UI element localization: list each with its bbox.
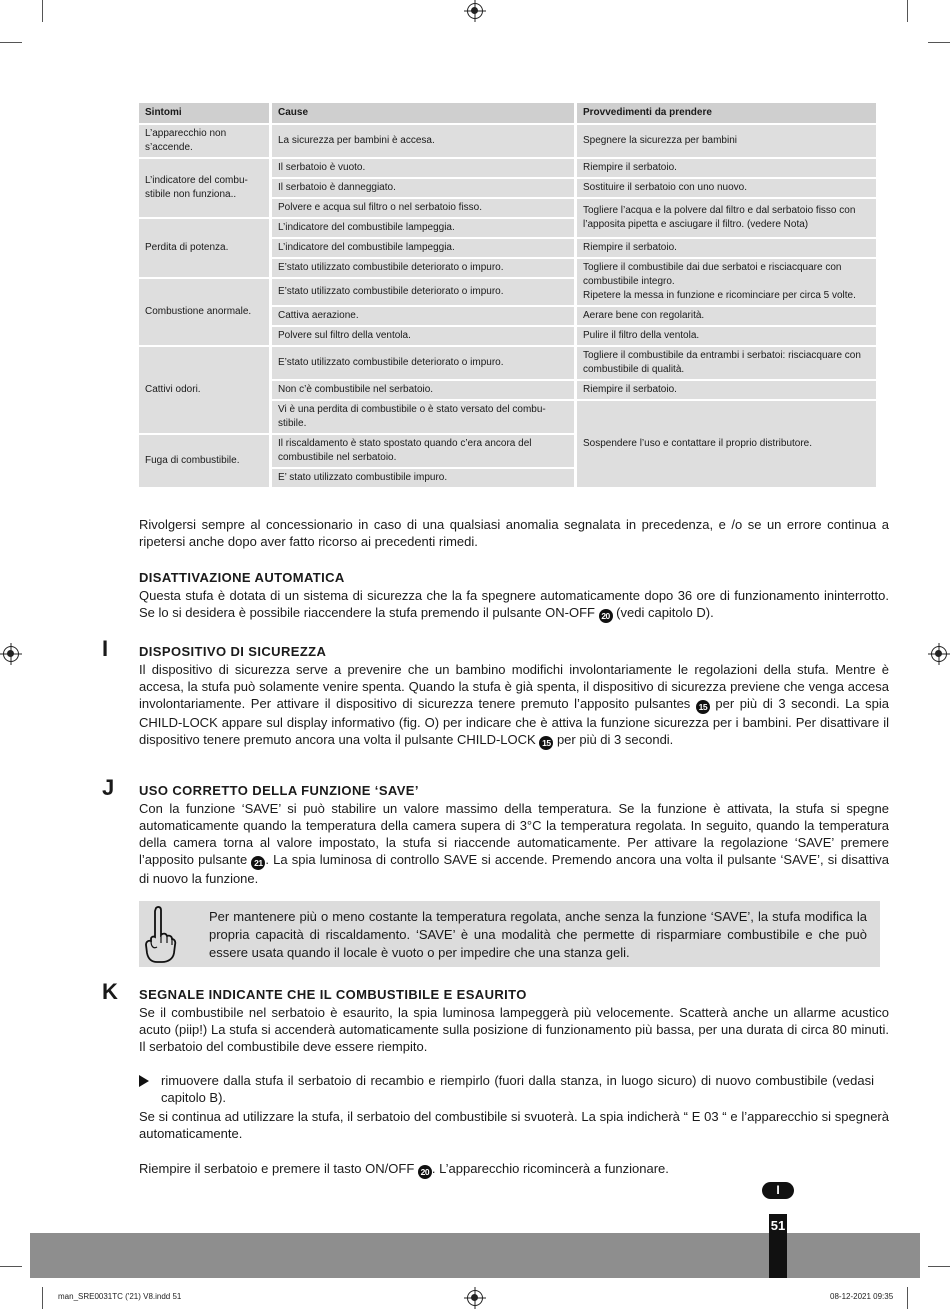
remedy-cell: Togliere l’acqua e la polvere dal filtro e dal serbatoio fisso con l’apposita pipetta e asciugare il filtro. (vedere Nota) <box>577 199 876 237</box>
remedy-cell: Riempire il serbatoio. <box>577 239 876 257</box>
button-ref-badge: 20 <box>418 1165 432 1179</box>
refill-paragraph: Riempire il serbatoio e premere il tasto ON/OFF 20 . L’apparecchio ricomincerà a funzionare. <box>139 1161 669 1177</box>
cause-cell: L’indicatore del combustibile lampeggia. <box>272 219 574 237</box>
registration-mark-icon <box>3 646 19 662</box>
symptom-cell: L’indicatore del combu-stibile non funziona.. <box>139 159 269 217</box>
remedy-cell: Riempire il serbatoio. <box>577 381 876 399</box>
remedy-cell: Sostituire il serbatoio con uno nuovo. <box>577 179 876 197</box>
button-ref-badge: 20 <box>599 609 613 623</box>
button-ref-badge: 15 <box>539 736 553 750</box>
symptom-cell: L’apparecchio non s’accende. <box>139 125 269 157</box>
section-letter: I <box>102 636 109 661</box>
button-ref-badge: 21 <box>251 856 265 870</box>
cause-cell: Polvere sul filtro della ventola. <box>272 327 574 345</box>
safety-device-heading: DISPOSITIVO DI SICUREZZA <box>139 644 327 659</box>
bullet-triangle-icon <box>139 1075 149 1087</box>
cause-cell: La sicurezza per bambini è accesa. <box>272 125 574 157</box>
save-function-heading: USO CORRETTO DELLA FUNZIONE ‘SAVE’ <box>139 783 419 798</box>
troubleshooting-table <box>136 101 879 489</box>
table-row <box>139 125 876 157</box>
after-paragraph: Se si continua ad utilizzare la stufa, il serbatoio del combustibile si svuoterà. La spia indicherà “ E 03 “ e l’apparecchio si spegnerà automaticamente. <box>139 1109 889 1141</box>
remedy-cell: Spegnere la sicurezza per bambini <box>577 125 876 157</box>
remedy-cell: Togliere il combustibile da entrambi i serbatoi: risciacquare con combustibile di qualità. <box>577 347 876 379</box>
table-row <box>139 159 876 177</box>
cause-cell: Il riscaldamento è stato spostato quando c’era ancora del combustibile nel serbatoio. <box>272 435 574 467</box>
button-ref-badge: 15 <box>696 700 710 714</box>
registration-mark-icon <box>467 1290 483 1306</box>
remedy-cell: Aerare bene con regolarità. <box>577 307 876 325</box>
pointing-hand-icon <box>142 905 178 965</box>
symptom-cell: Fuga di combustibile. <box>139 435 269 487</box>
remedy-cell: Pulire il filtro della ventola. <box>577 327 876 345</box>
bullet-text: rimuovere dalla stufa il serbatoio di recambio e riempirlo (fuori dalla stanza, in luogo sicuro) di nuovo combustibile (vedasi capitolo B). <box>161 1073 874 1105</box>
page-number: 51 <box>769 1214 787 1278</box>
safety-device-paragraph: Il dispositivo di sicurezza serve a prevenire che un bambino modifichi involontariamente le regolazioni della stufa. Mentre è accesa, la stufa può solamente venire spenta. Quando la stufa è già spenta, il dispositivo di sicurezza previene che venga accesa involontariamente. Per attivare il dispositivo di sicurezza tenere premuto l’apposito pulsantes 15 per più di 3 secondi. La spia CHILD-LOCK appare sul display informativo (fig. O) per indicare che è attiva la funzione sicurezza per i bambini. Per disattivare il dispositivo tenere premuto ancora una volta il pulsante CHILD-LOCK 15 per più di 3 secondi. <box>139 662 890 748</box>
cause-cell: E’stato utilizzato combustibile deteriorato o impuro. <box>272 259 574 277</box>
cause-cell: E’ stato utilizzato combustibile impuro. <box>272 469 574 487</box>
section-letter: J <box>102 775 115 800</box>
footer-timestamp: 08-12-2021 09:35 <box>830 1292 894 1301</box>
cause-cell: E’stato utilizzato combustibile deteriorato o impuro. <box>272 279 574 305</box>
cause-cell: Cattiva aerazione. <box>272 307 574 325</box>
list-item <box>139 1072 874 1106</box>
table-row <box>139 347 876 379</box>
fuel-empty-paragraph: Se il combustibile nel serbatoio è esaurito, la spia luminosa lampeggerà più velocemente. Scatterà anche un allarme acustico acuto (piip!) La stufa si accenderà automaticamente sulla posizione di funzionamento più bassa, per una durata di circa 80 minuti. Il serbatoio del combustibile deve essere riempito. <box>139 1005 889 1054</box>
remedy-cell <box>577 259 876 305</box>
note-text: Per mantenere più o meno costante la temperatura regolata, anche senza la funzione ‘SAVE’, la stufa modifica la propria capacità di riscaldamento. ‘SAVE’ è una modalità che permette di risparmiare combustibile e che può essere usata quando il locale è vuoto o per impedire che una stanza geli. <box>209 909 867 960</box>
cause-cell: Vi è una perdita di combustibile o è stato versato del combu-stibile. <box>272 401 574 433</box>
section-letter: K <box>102 979 118 1004</box>
remedy-cell: Sospendere l’uso e contattare il proprio distributore. <box>577 401 876 487</box>
remedy-text: Ripetere la messa in funzione e ricominciare per circa 5 volte. <box>583 290 856 301</box>
cause-cell: E’stato utilizzato combustibile deteriorato o impuro. <box>272 347 574 379</box>
fuel-empty-heading: SEGNALE INDICANTE CHE IL COMBUSTIBILE E ESAURITO <box>139 987 527 1002</box>
cause-cell: Non c’è combustibile nel serbatoio. <box>272 381 574 399</box>
column-header: Sintomi <box>139 103 269 123</box>
cause-cell: L’indicatore del combustibile lampeggia. <box>272 239 574 257</box>
registration-mark-icon <box>931 646 947 662</box>
column-header: Provvedimenti da prendere <box>577 103 876 123</box>
symptom-cell: Perdita di potenza. <box>139 219 269 277</box>
intro-paragraph: Rivolgersi sempre al concessionario in caso di una qualsiasi anomalia segnalata in precedenza, e /o se un errore continua a ripetersi anche dopo aver fatto ricorso ai precedenti rimedi. <box>139 517 889 549</box>
footer-filename: man_SRE0031TC ('21) V8.indd 51 <box>58 1292 182 1301</box>
cause-cell: Polvere e acqua sul filtro o nel serbatoio fisso. <box>272 199 574 217</box>
remedy-cell: Riempire il serbatoio. <box>577 159 876 177</box>
column-header: Cause <box>272 103 574 123</box>
auto-off-paragraph: Questa stufa è dotata di un sistema di sicurezza che la fa spegnere automaticamente dopo 36 ore di funzionamento ininterrotto. Se lo si desidera è possibile riaccendere la stufa premendo il pulsante ON-OFF 20 (vedi capitolo D). <box>139 588 889 621</box>
remedy-text: Togliere il combustibile dai due serbatoi e risciacquare con combustibile integro. <box>583 262 842 287</box>
cause-cell: Il serbatoio è danneggiato. <box>272 179 574 197</box>
table-header-row <box>139 103 876 123</box>
symptom-cell: Cattivi odori. <box>139 347 269 433</box>
registration-mark-icon <box>467 3 483 19</box>
language-badge: I <box>762 1182 794 1199</box>
save-function-paragraph: Con la funzione ‘SAVE’ si può stabilire un valore massimo della temperatura. Se la funzione è attivata, la stufa si spegne automaticamente quando la temperatura della camera supera di 3°C la temperatura regolata. In seguito, quando la temperatura della camera torna al valore impostato, la stufa si riaccende automaticamente. Per attivare la regolazione ‘SAVE’ premere l’apposito pulsante 21 . La spia luminosa di controllo SAVE si accende. Premendo ancora una volta il pulsante ‘SAVE’, si disattiva di nuovo la funzione. <box>139 801 889 886</box>
symptom-cell: Combustione anormale. <box>139 279 269 345</box>
cause-cell: Il serbatoio è vuoto. <box>272 159 574 177</box>
auto-off-heading: DISATTIVAZIONE AUTOMATICA <box>139 570 345 585</box>
